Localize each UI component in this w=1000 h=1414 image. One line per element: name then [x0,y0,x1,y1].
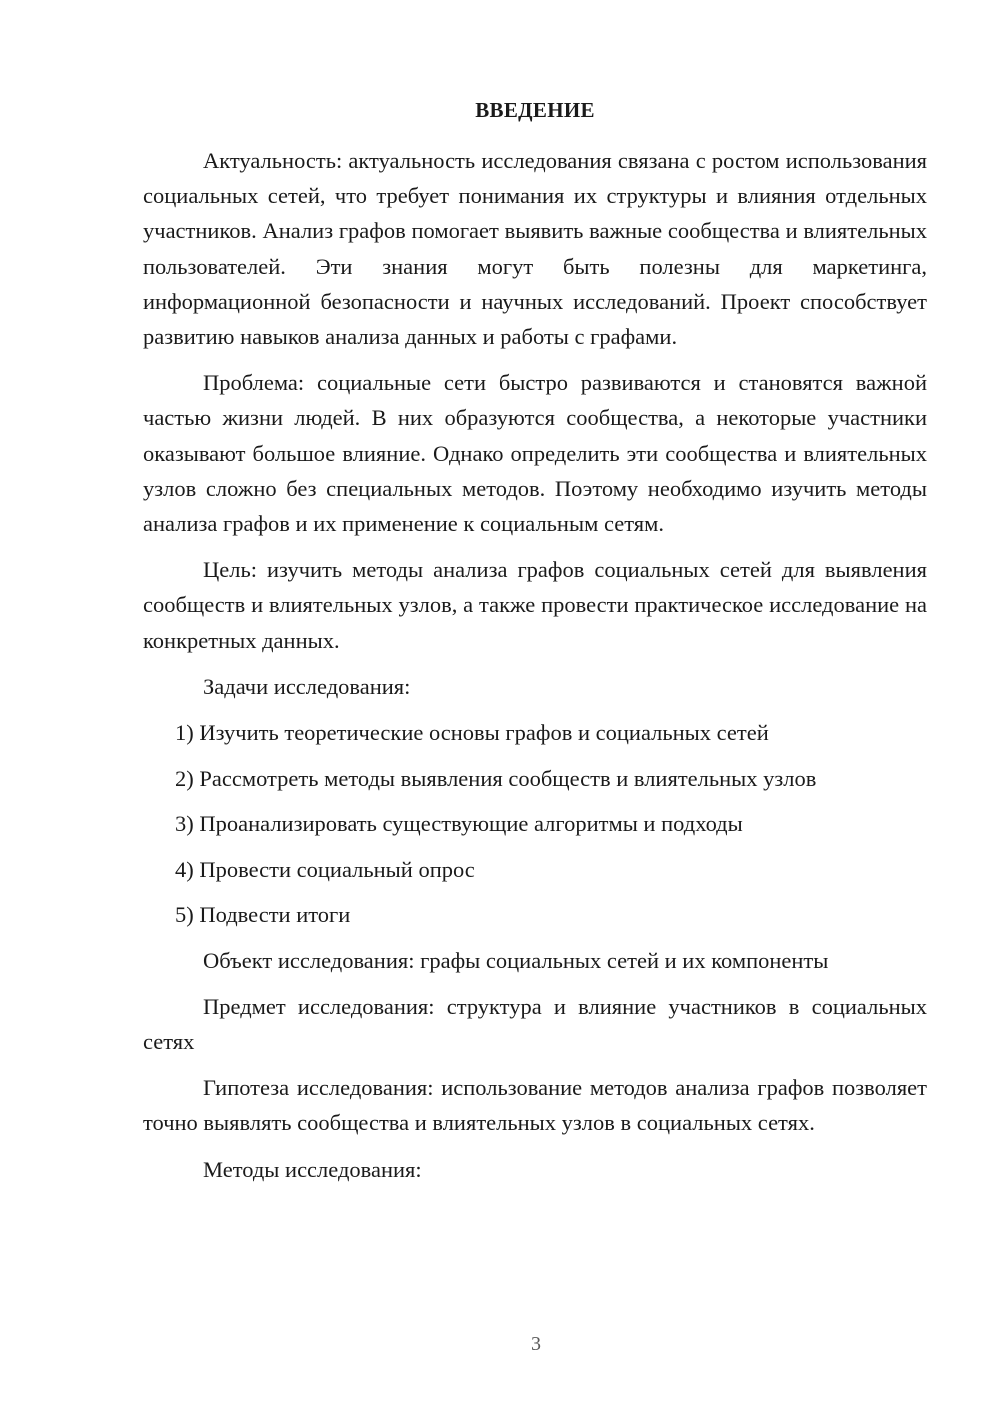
subject-paragraph: Предмет исследования: структура и влияние участников в социальных сетях [143,993,927,1054]
tasks-list [143,715,927,932]
list-item: 1) Изучить теоретические основы графов и социальных сетей [175,720,769,746]
list-item: 4) Провести социальный опрос [175,856,475,882]
methods-heading: Методы исследования: [203,1156,422,1182]
list-item: 3) Проанализировать существующие алгоритмы и подходы [175,811,743,837]
hypothesis-paragraph: Гипотеза исследования: использование методов анализа графов позволяет точно выявлять сообщества и влиятельных узлов в социальных сетях. [143,1075,927,1136]
list-item: 2) Рассмотреть методы выявления сообществ и влиятельных узлов [175,765,817,791]
problem-paragraph: Проблема: социальные сети быстро развиваются и становятся важной частью жизни людей. В них образуются сообщества, а некоторые участники оказывают большое влияние. Однако определить эти сообщества и влиятельных узлов сложно без специальных методов. Поэтому необходимо изучить методы анализа графов и их применение к социальным сетям. [143,370,927,537]
relevance-paragraph: Актуальность: актуальность исследования связана с ростом использования социальных сетей, что требует понимания их структуры и влияния отдельных участников. Анализ графов помогает выявить важные сообщества и влиятельных пользователей. Эти знания могут быть полезны для маркетинга, информационной безопасности и научных исследований. Проект способствует развитию навыков анализа данных и работы с графами. [143,148,927,350]
goal-paragraph: Цель: изучить методы анализа графов социальных сетей для выявления сообществ и влиятельных узлов, а также провести практическое исследование на конкретных данных. [143,557,927,653]
object-paragraph: Объект исследования: графы социальных сетей и их компоненты [203,947,829,973]
section-title: ВВЕДЕНИЕ [475,98,595,122]
page-content [143,93,927,1198]
page-number: 3 [531,1333,541,1355]
tasks-heading: Задачи исследования: [203,673,411,699]
list-item: 5) Подвести итоги [175,902,351,928]
